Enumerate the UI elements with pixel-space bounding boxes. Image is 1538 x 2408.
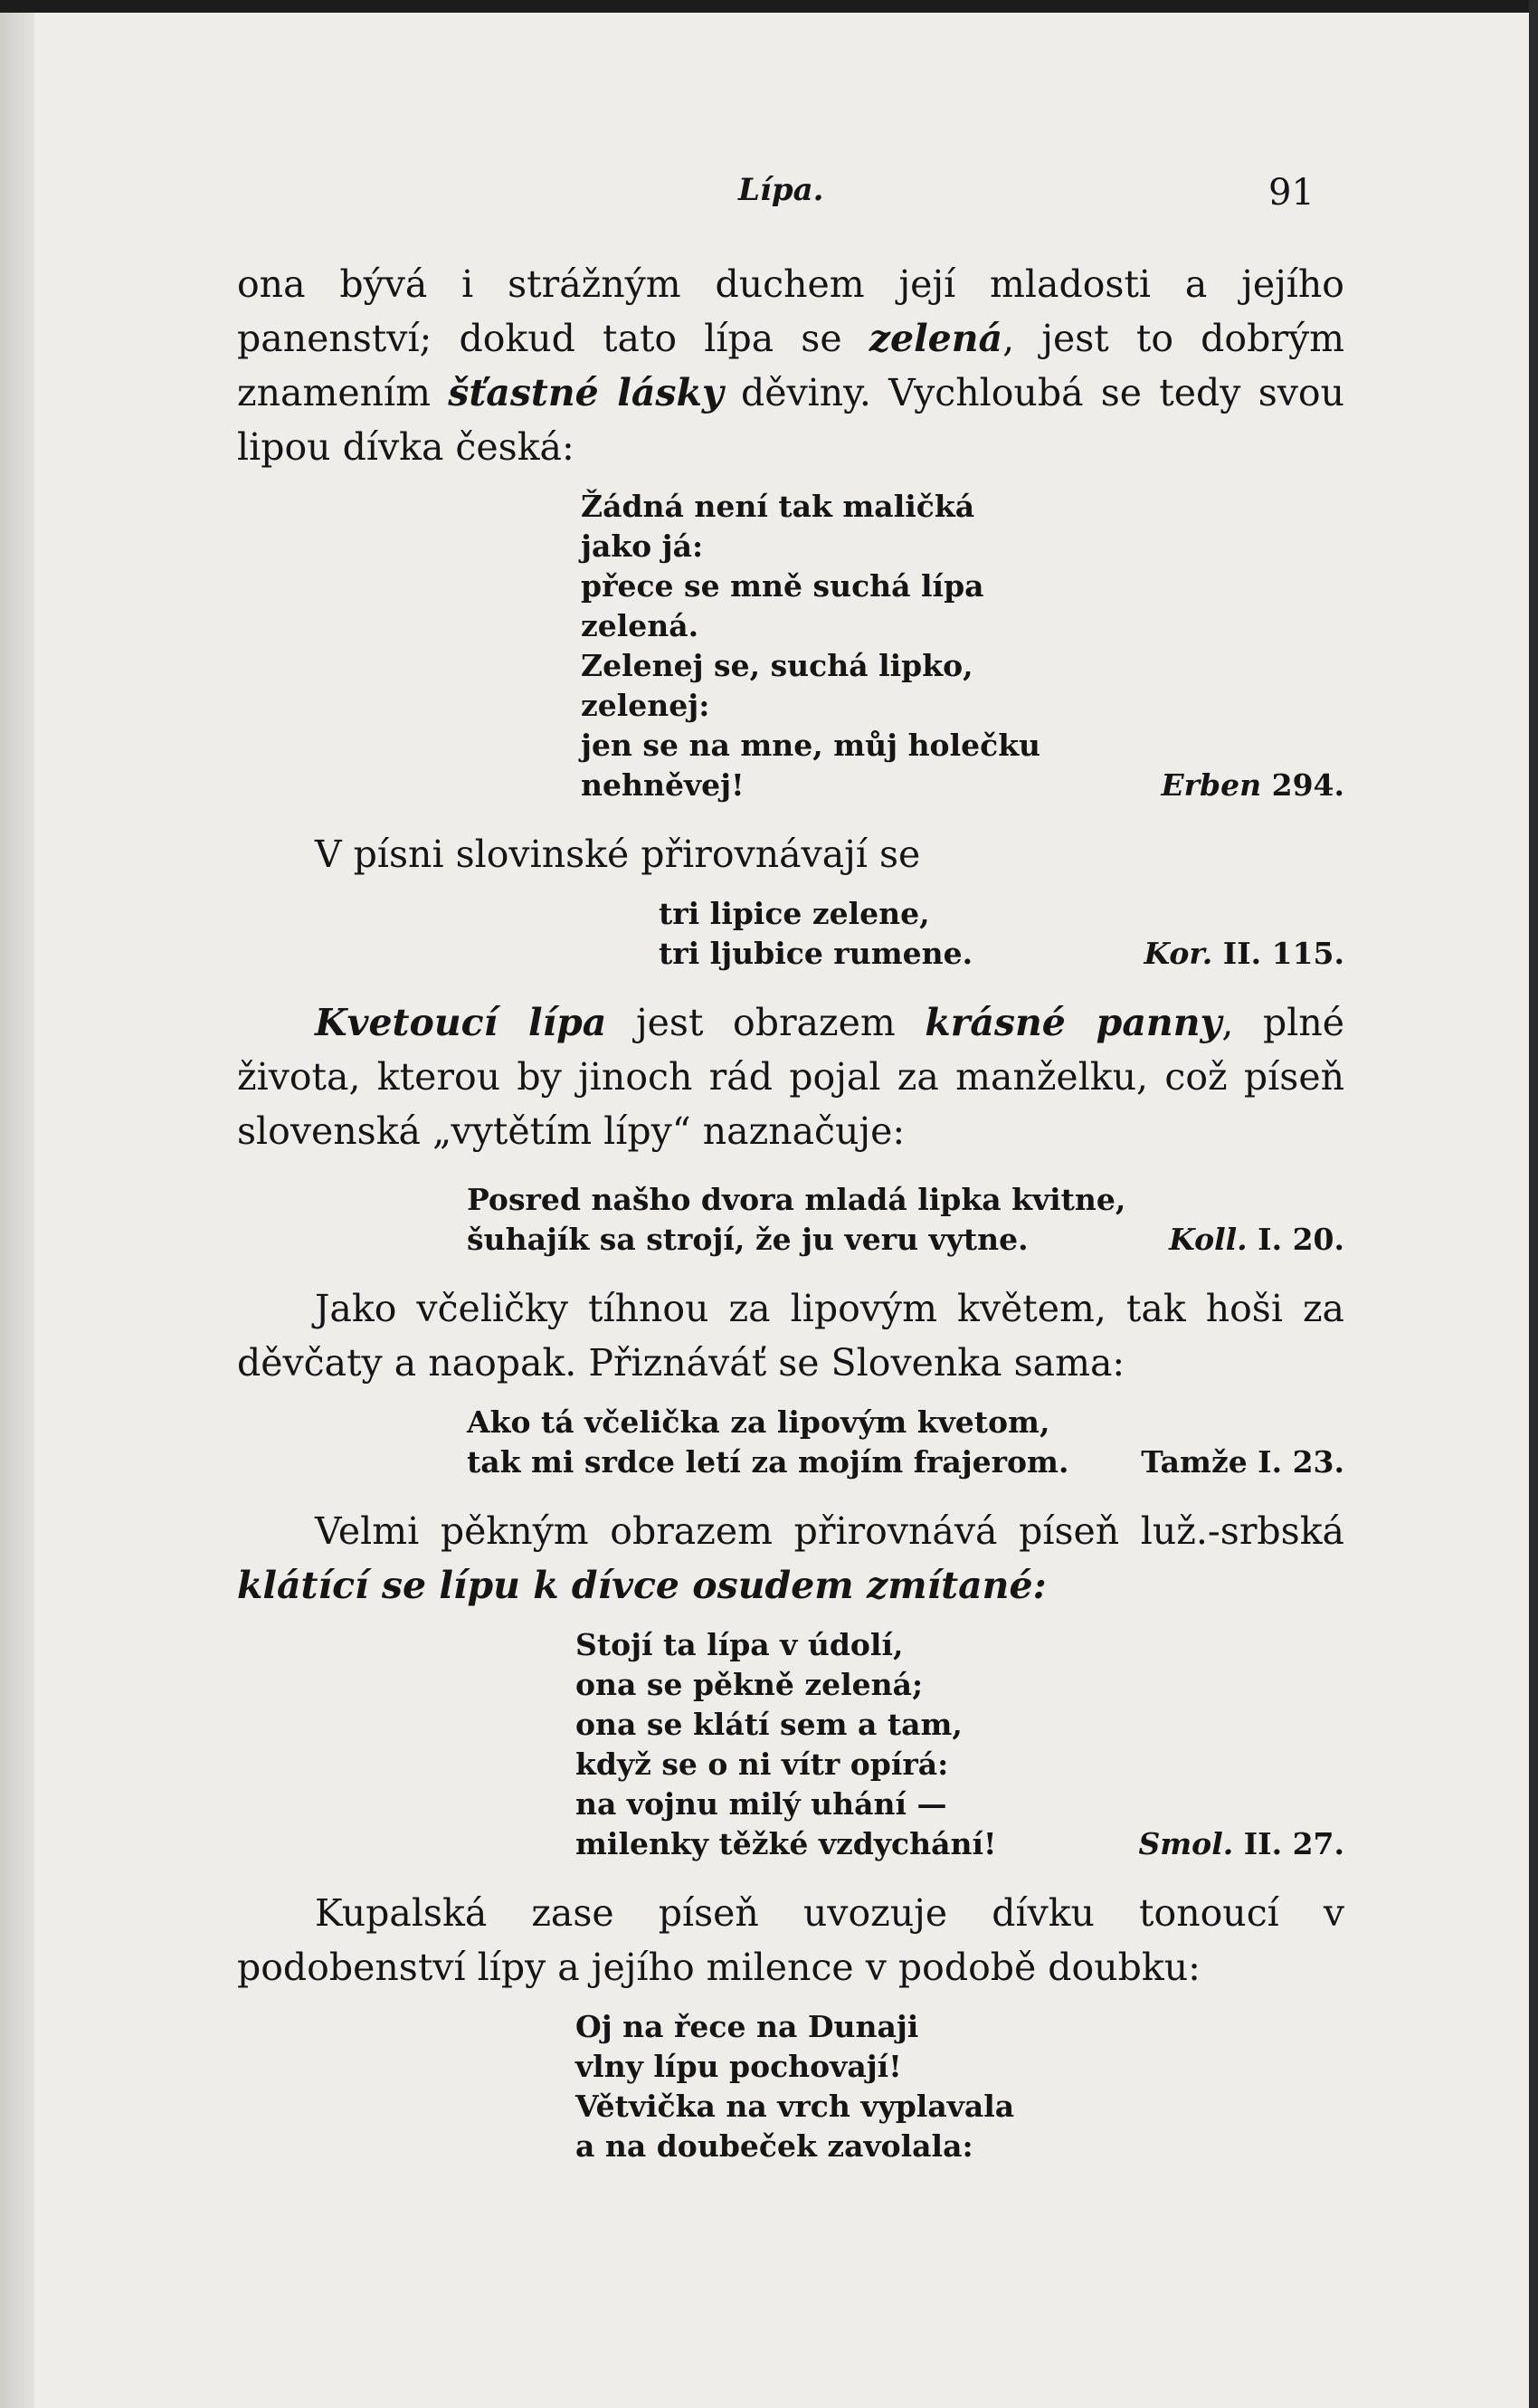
p1-text-c: , jest to dobrým znamením: [237, 317, 1344, 414]
citation: [1144, 934, 1344, 974]
verse-line: zelenej:: [581, 688, 710, 723]
citation-author: Erben: [1161, 767, 1262, 803]
citation-ref: II. 27.: [1233, 1826, 1344, 1861]
paragraph-2: V písni slovinské přirovnávají se: [315, 833, 921, 876]
citation: [1162, 766, 1344, 805]
verse-line: milenky těžké vzdychání!: [575, 1826, 997, 1861]
verse-line: přece se mně suchá lípa: [581, 568, 984, 604]
verse-line: jako já:: [581, 528, 704, 564]
book-page: [34, 13, 1529, 2408]
verse-line: když se o ni vítr opírá:: [575, 1747, 949, 1782]
verse-6: [575, 2007, 1344, 2166]
citation-ref: I. 20.: [1247, 1222, 1344, 1257]
verse-line: jen se na mne, můj holečku: [581, 728, 1041, 763]
verse-line: tri lipice zelene,: [659, 896, 930, 931]
paragraph-4: Jako včeličky tíhnou za lipovým květem, tak hoši za děvčaty a naopak. Přiznáváť se Slovenka sama:: [237, 1287, 1344, 1385]
citation-author: Smol.: [1138, 1826, 1234, 1861]
paragraph-5: [237, 1504, 1344, 1613]
paragraph-3: [237, 995, 1344, 1158]
verse-line: Posred našho dvora mladá lipka kvitne,: [467, 1182, 1126, 1217]
verse-line: Ako tá včelička za lipovým kvetom,: [467, 1404, 1050, 1440]
verse-line: Stojí ta lípa v údolí,: [575, 1627, 904, 1662]
verse-line: Žádná není tak maličká: [581, 489, 975, 524]
verse-line: ona se pěkně zelená;: [575, 1667, 924, 1702]
p3-emph-kvetouci-lipa: Kvetoucí lípa: [315, 1001, 607, 1044]
verse-line: Oj na řece na Dunaji: [575, 2009, 919, 2044]
scan-left-edge: [0, 0, 34, 2408]
citation-author: Koll.: [1169, 1222, 1248, 1257]
verse-line: šuhajík sa strojí, že ju veru vytne.: [467, 1222, 1029, 1257]
page-body: [237, 257, 1344, 2166]
p5-emph-klatici: klátící se lípu k dívce osudem zmítané:: [237, 1564, 1047, 1607]
scan-top-edge: [0, 0, 1538, 13]
verse-line: nehněvej!: [581, 767, 745, 803]
verse-line: na vojnu milý uhání —: [575, 1786, 947, 1822]
verse-1: [581, 487, 1344, 805]
verse-line: Větvička na vrch vyplavala: [575, 2089, 1015, 2124]
citation-ref: II. 115.: [1212, 936, 1344, 971]
verse-line: ona se klátí sem a tam,: [575, 1707, 963, 1742]
citation-author: Kor.: [1144, 936, 1213, 971]
verse-4: [467, 1403, 1344, 1482]
p1-text-a: ona bývá i strážným duchem její mladosti a jejího panenství; dokud tato lípa se: [237, 262, 1344, 360]
paragraph-1: [237, 257, 1344, 474]
verse-line: tri ljubice rumene.: [659, 936, 973, 971]
verse-line: zelená.: [581, 608, 699, 643]
p3-emph-krasne-panny: krásné panny: [925, 1001, 1222, 1044]
p1-emph-stastne-lasky: šťastné lásky: [448, 371, 724, 414]
verse-line: a na doubeček zavolala:: [575, 2128, 973, 2164]
verse-line: vlny lípu pochovají!: [575, 2049, 902, 2084]
page-number: 91: [1268, 172, 1315, 214]
verse-3: [467, 1180, 1344, 1260]
running-title: Lípa.: [738, 172, 824, 208]
page-header: [34, 172, 1529, 226]
citation: [1138, 1824, 1344, 1864]
verse-line: tak mi srdce letí za mojím frajerom.: [467, 1444, 1069, 1480]
p5-text-a: Velmi pěkným obrazem přirovnává píseň luž.-srbská: [315, 1509, 1344, 1553]
verse-2: [659, 894, 1344, 974]
scan-right-edge: [1529, 0, 1538, 2408]
citation: [1169, 1220, 1344, 1260]
paragraph-6: Kupalská zase píseň uvozuje dívku tonoucí v podobenství lípy a jejího milence v podobě doubku:: [237, 1891, 1344, 1989]
p3-text-d: , plné života, kterou by jinoch rád pojal za manželku, což píseň slovenská „vytětím lípy“ naznačuje:: [237, 1001, 1344, 1153]
verse-line: Zelenej se, suchá lipko,: [581, 648, 973, 683]
p3-text-b: jest obrazem: [606, 1001, 926, 1044]
verse-5: [575, 1625, 1344, 1864]
citation: Tamže I. 23.: [1141, 1444, 1344, 1480]
p1-emph-zelena: zelená: [869, 317, 1003, 360]
citation-ref: 294.: [1261, 767, 1344, 803]
p1-text-e: děviny. Vychloubá se tedy svou lipou dívka česká:: [237, 371, 1344, 469]
